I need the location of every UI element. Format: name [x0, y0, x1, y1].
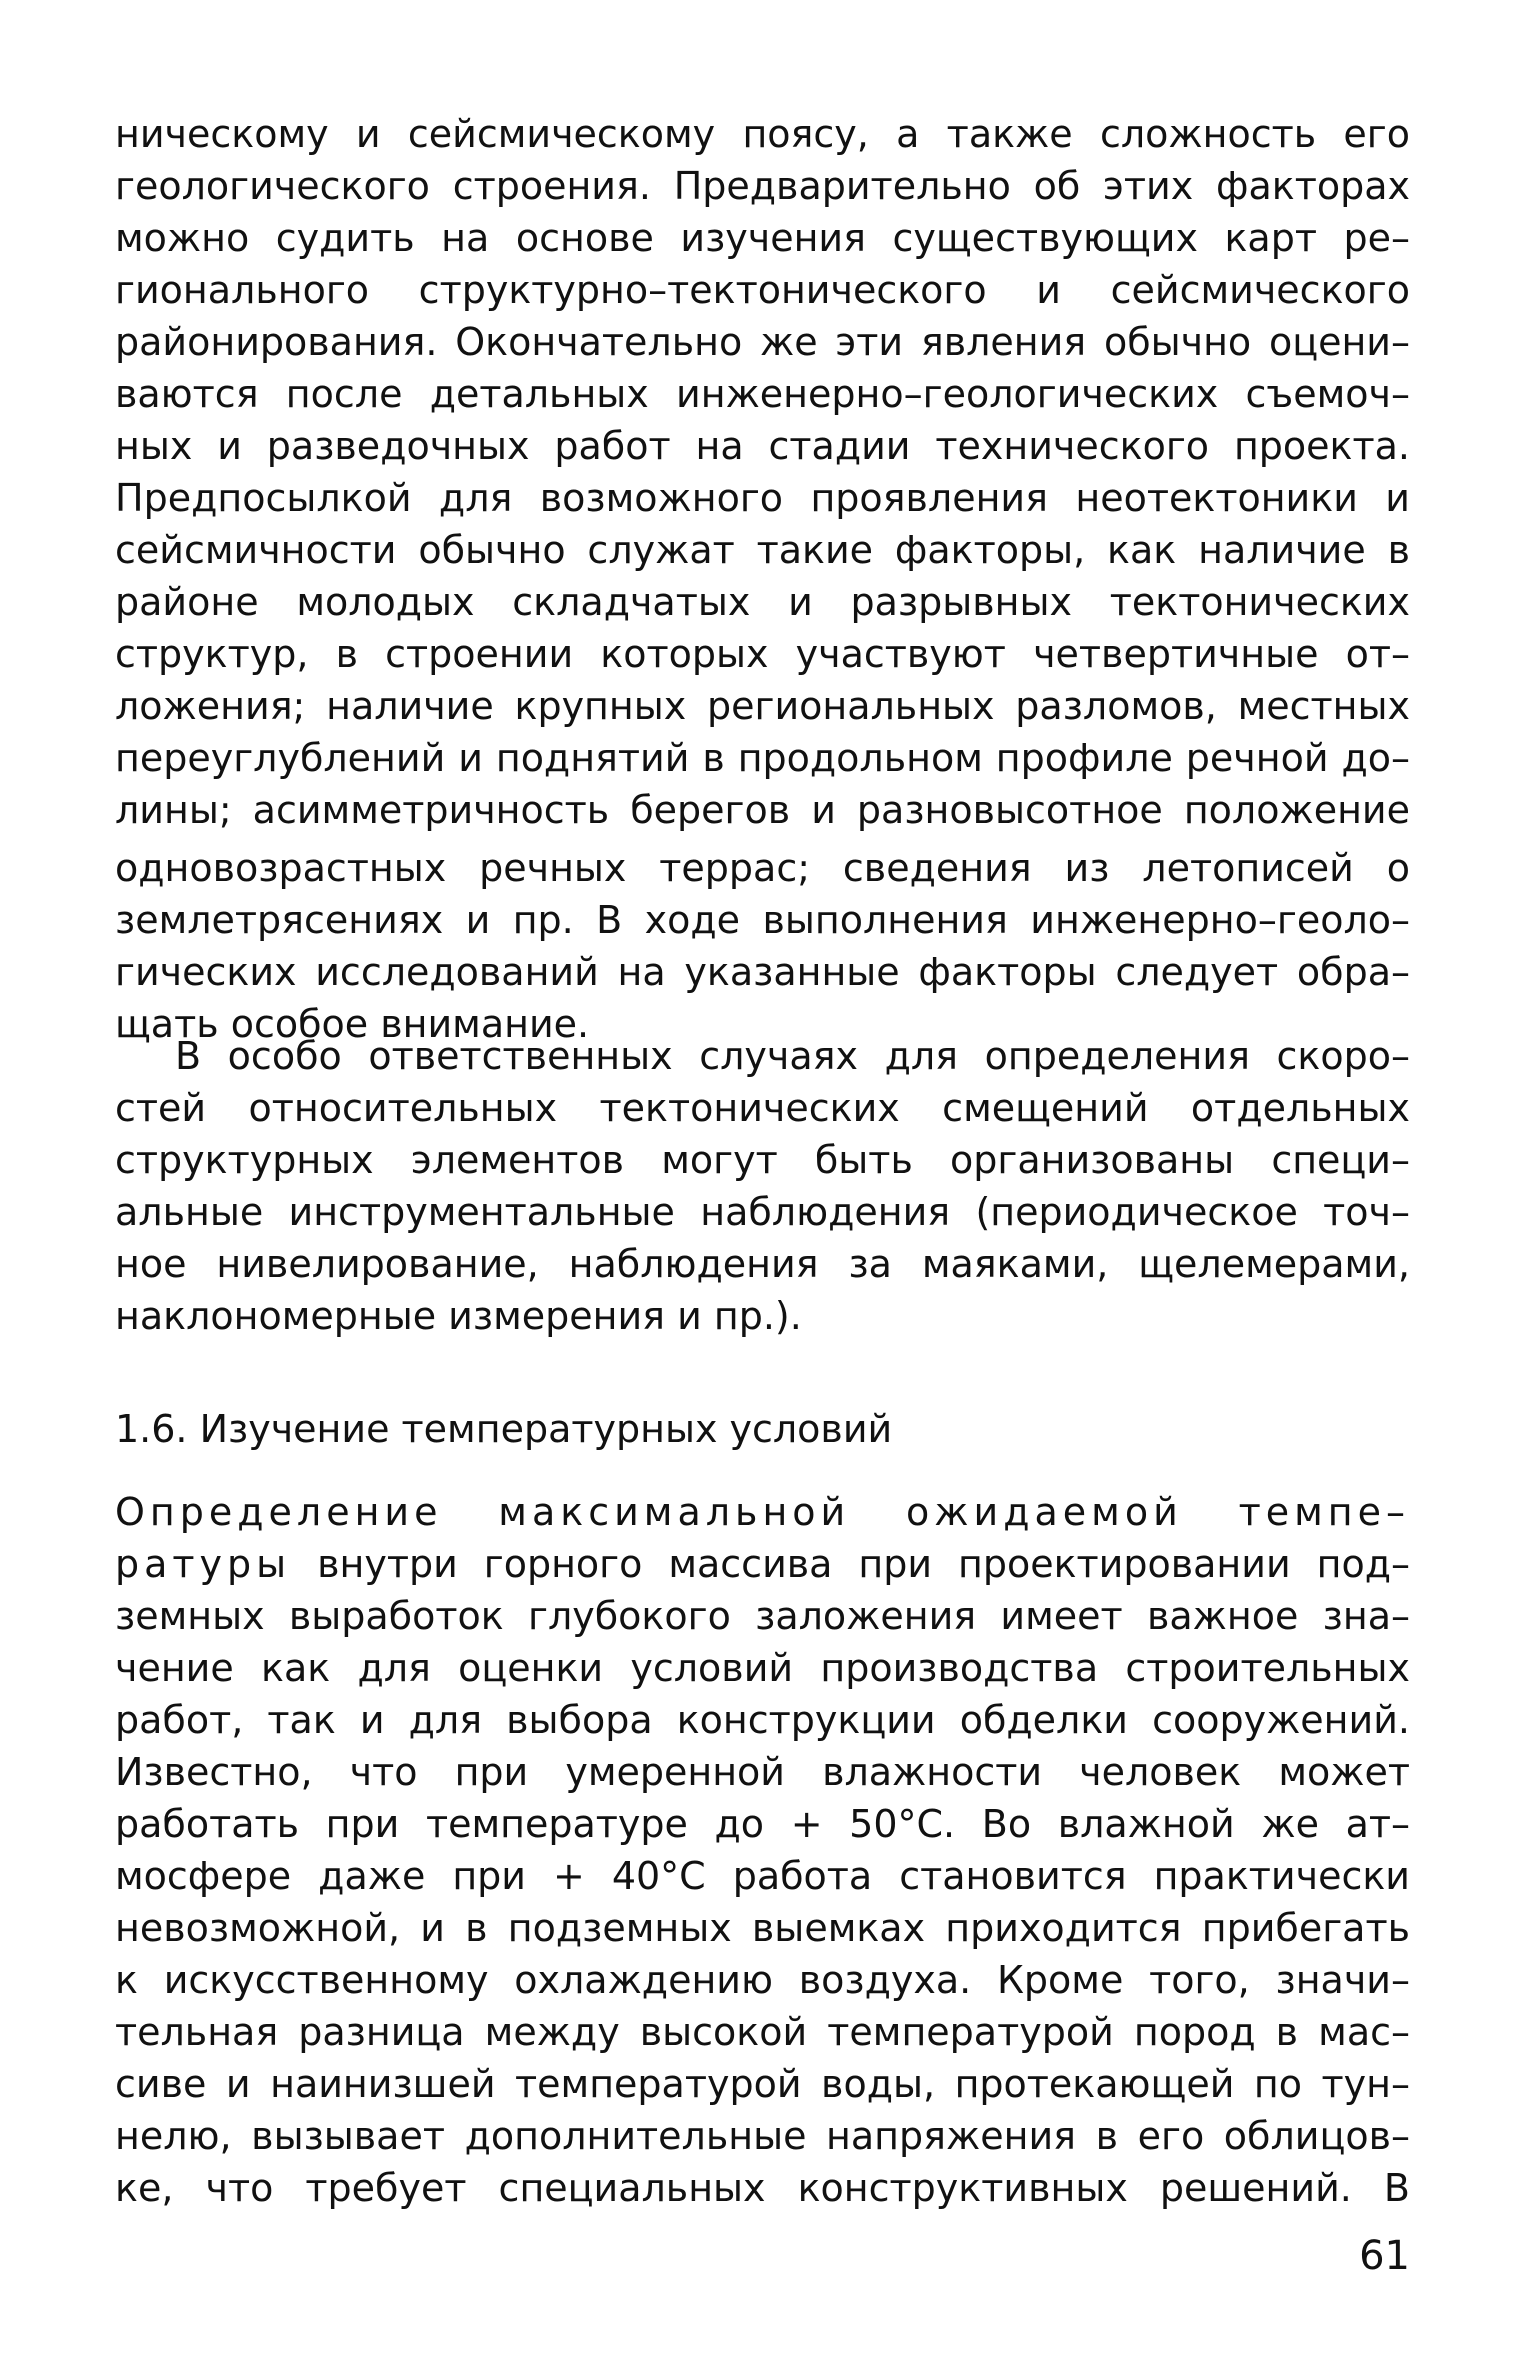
text-line: нелю, вызывает дополнительные напряжения в его облицов– — [115, 2114, 1410, 2158]
text-line: тельная разница между высокой температурой пород в мас– — [115, 2010, 1410, 2054]
text-line: гионального структурно–тектонического и сейсмического — [115, 268, 1410, 312]
text-line: работать при температуре до + 50°С. Во влажной же ат– — [115, 1802, 1410, 1846]
text-line: ваются после детальных инженерно–геологических съемоч– — [115, 372, 1410, 416]
text-line: работ, так и для выбора конструкции обделки сооружений. — [115, 1698, 1410, 1742]
page-number: 61 — [1359, 2233, 1410, 2279]
text-line: районе молодых складчатых и разрывных тектонических — [115, 580, 1410, 624]
text-line: мосфере даже при + 40°С работа становится практически — [115, 1854, 1410, 1898]
text-line: ное нивелирование, наблюдения за маяками, щелемерами, — [115, 1242, 1410, 1286]
text-line: переуглублений и поднятий в продольном профиле речной до– — [115, 736, 1410, 780]
text-line: альные инструментальные наблюдения (периодическое точ– — [115, 1190, 1410, 1234]
text-line: землетрясениях и пр. В ходе выполнения инженерно–геоло– — [115, 898, 1410, 942]
text-line: сиве и наинизшей температурой воды, протекающей по тун– — [115, 2062, 1410, 2106]
text-line: земных выработок глубокого заложения имеет важное зна– — [115, 1594, 1410, 1638]
text-line: В особо ответственных случаях для определения скоро– — [175, 1034, 1410, 1078]
text-line: ке, что требует специальных конструктивных решений. В — [115, 2166, 1410, 2210]
spaced-word: ратуры — [115, 1542, 292, 1586]
text-line: к искусственному охлаждению воздуха. Кроме того, значи– — [115, 1958, 1410, 2002]
text-line: сейсмичности обычно служат такие факторы, как наличие в — [115, 528, 1410, 572]
text-line: наклономерные измерения и пр.). — [115, 1294, 802, 1338]
text-line-spaced: Определение максимальной ожидаемой темпе– — [115, 1490, 1410, 1534]
text-line: гических исследований на указанные факторы следует обра– — [115, 950, 1410, 994]
text-line: ложения; наличие крупных региональных разломов, местных — [115, 684, 1410, 728]
text-line: геологического строения. Предварительно об этих факторах — [115, 164, 1410, 208]
text-line: невозможной, и в подземных выемках приходится прибегать — [115, 1906, 1410, 1950]
text-line — [115, 1538, 1410, 1590]
text-line: ных и разведочных работ на стадии технического проекта. — [115, 424, 1410, 468]
text-line: одновозрастных речных террас; сведения из летописей о — [115, 846, 1410, 890]
text-line: структурных элементов могут быть организованы специ– — [115, 1138, 1410, 1182]
section-heading: 1.6. Изучение температурных условий — [115, 1407, 893, 1451]
text-line: районирования. Окончательно же эти явления обычно оцени– — [115, 320, 1410, 364]
text-line: стей относительных тектонических смещений отдельных — [115, 1086, 1410, 1130]
text-line: Предпосылкой для возможного проявления неотектоники и — [115, 476, 1410, 520]
text-line: можно судить на основе изучения существующих карт ре– — [115, 216, 1410, 260]
text-line: лины; асимметричность берегов и разновысотное положение — [115, 788, 1410, 832]
text-fragment: внутри горного массива при проектировании под– — [291, 1542, 1410, 1586]
text-line: структур, в строении которых участвуют четвертичные от– — [115, 632, 1410, 676]
text-line: щать особое внимание. — [115, 1002, 590, 1046]
text-line: чение как для оценки условий производства строительных — [115, 1646, 1410, 1690]
text-line: Известно, что при умеренной влажности человек может — [115, 1750, 1410, 1794]
text-line: ническому и сейсмическому поясу, а также сложность его — [115, 112, 1410, 156]
